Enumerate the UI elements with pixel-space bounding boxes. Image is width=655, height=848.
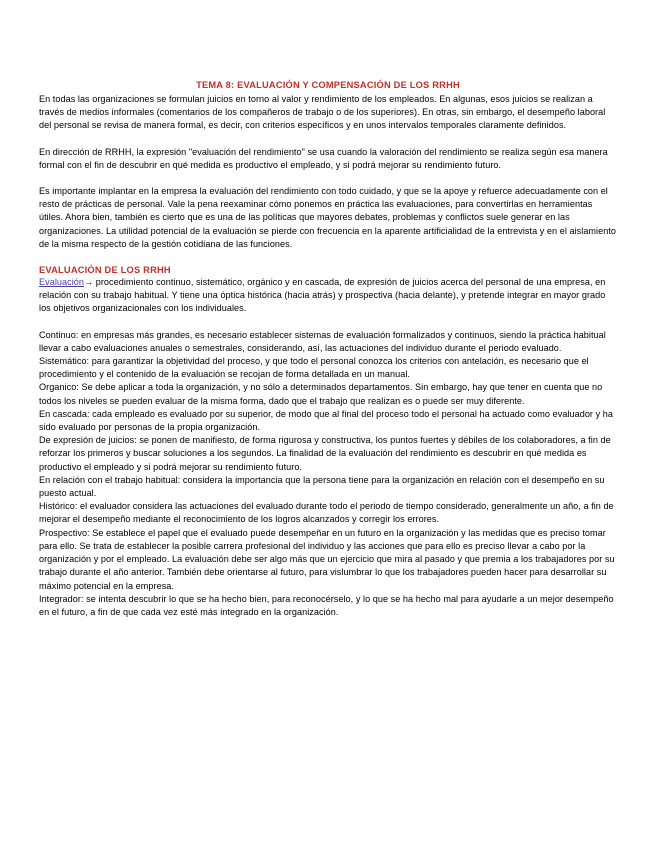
arrow-icon: → bbox=[84, 277, 94, 288]
document-title: TEMA 8: EVALUACIÓN Y COMPENSACIÓN DE LOS RRHH bbox=[196, 80, 460, 90]
characteristic-historico: Histórico: el evaluador considera las actuaciones del evaluado durante todo el periodo de tiempo considerado, generalmente un año, a fin de mejorar el desempeño mediante el reconocimiento de los logros alcanzados y corregir los errores. bbox=[39, 501, 614, 525]
section-heading: EVALUACIÓN DE LOS RRHH bbox=[39, 265, 171, 276]
characteristic-sistematico: Sistemático: para garantizar la objetividad del proceso, y que todo el personal conozca los criterios con antelación, es necesario que el procedimiento y el contenido de la evaluación se recojan de forma detallada en un manual. bbox=[39, 356, 589, 380]
characteristic-trabajo-habitual: En relación con el trabajo habitual: considera la importancia que la persona tiene para la organización en relación con el desempeño en su puesto actual. bbox=[39, 474, 605, 499]
characteristic-continuo: Continuo: en empresas más grandes, es necesario establecer sistemas de evaluación formalizados y continuos, siendo la práctica habitual llevar a cabo evaluaciones anuales o semestrales, considerando, así, las actuaciones del individuo durante el periodo evaluado. bbox=[39, 329, 606, 353]
evaluacion-link[interactable]: Evaluación bbox=[39, 277, 84, 288]
characteristic-integrador: Integrador: se intenta descubrir lo que se ha hecho bien, para reconocérselo, y lo que se ha hecho mal para ayudarle a un mejor desempeño en el futuro, a fin de que cada vez esté más integrado en la organización. bbox=[39, 593, 614, 617]
characteristic-expresion-juicios: De expresión de juicios: se ponen de manifiesto, de forma rigurosa y constructiva, los puntos fuertes y débiles de los colaboradores, a fin de reforzar los primeros y buscar soluciones a los segundos. La finalidad de la evaluación del rendimiento es descubrir en qué medida es productivo el empleado y si podrá mejorar su rendimiento futuro. bbox=[39, 435, 611, 472]
characteristic-organico: Organico: Se debe aplicar a toda la organización, y no sólo a determinados departamentos. Sin embargo, hay que tener en cuenta que no todos los niveles se pueden evaluar de la misma forma, dado que el trabajo que realizan es o puede ser muy diferente. bbox=[39, 382, 603, 406]
definition-paragraph bbox=[39, 276, 617, 316]
characteristic-en-cascada: En cascada: cada empleado es evaluado por su superior, de modo que al final del proceso todo el personal ha actuado como evaluador y ha sido evaluado por personas de la propia organización. bbox=[39, 408, 613, 433]
definition-text: procedimiento continuo, sistemático, orgánico y en cascada, de expresión de juicios acerca del personal de una empresa, en relación con su trabajo habitual. Y tiene una óptica histórica (hacia atrás) y prospectiva (hacia delante), y pretende integrar en mayor grado los objetivos organizacionales con los individuales. bbox=[39, 277, 606, 314]
intro-paragraph-1: En todas las organizaciones se formulan juicios en torno al valor y rendimiento de los empleados. En algunas, esos juicios se realizan a través de medios informales (comentarios de los compañeros de trabajo o de los superiores). En otras, sin embargo, el desempeño laboral del personal se revisa de manera formal, es decir, con criterios específicos y en unos intervalos temporales claramente definidos. bbox=[39, 94, 606, 131]
intro-paragraph-2: En dirección de RRHH, la expresión "evaluación del rendimiento" se usa cuando la valoración del rendimiento se realiza según esa manera formal con el fin de descubrir en qué medida es productivo el empleado, y si podrá mejorar su rendimiento futuro. bbox=[39, 146, 608, 170]
document-page bbox=[39, 79, 617, 619]
characteristic-prospectivo: Prospectivo: Se establece el papel que el evaluado puede desempeñar en un futuro en la organización y las medidas que es preciso tomar para ello. Se trata de establecer la posible carrera profesional del individuo y las acciones que para ello es preciso llevar a cabo por la organización y por el empleado. La evaluación debe ser algo más que un ejercicio que mira al pasado y que premia a los trabajadores por su trabajo durante el año anterior. También debe orientarse al futuro, para vislumbrar lo que los trabajadores pueden hacer para desarrollar su máximo potencial en la empresa. bbox=[39, 527, 615, 591]
intro-paragraph-3: Es importante implantar en la empresa la evaluación del rendimiento con todo cuidado, y que se la apoye y refuerce adecuadamente con el resto de prácticas de personal. Vale la pena reexaminar cómo ponemos en práctica las evaluaciones, para convertirlas en herramientas útiles. Ahora bien, también es cierto que es una de las políticas que mayores debates, problemas y conflictos suele generar en las organizaciones. La utilidad potencial de la evaluación se pierde con frecuencia en la aparente artificialidad de la entrevista y en el aislamiento de la misma respecto de la gestión cotidiana de las funciones. bbox=[39, 186, 617, 249]
